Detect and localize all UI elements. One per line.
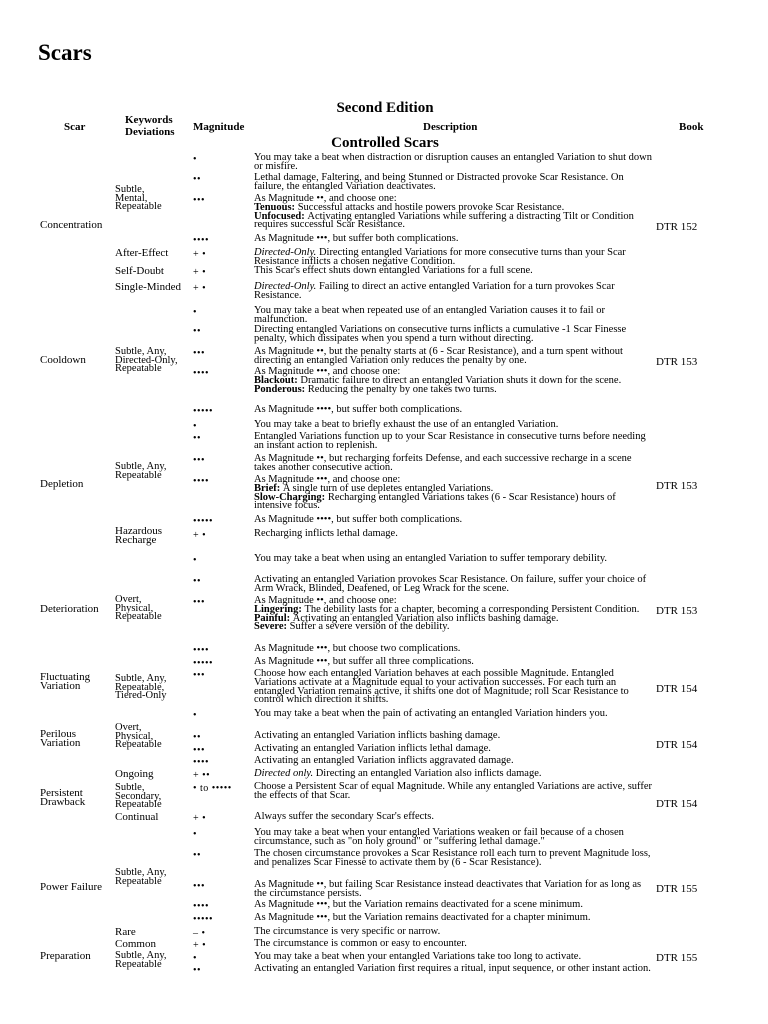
- description-text: Recharging entangled Variations takes (6 - Scar Resistance) hours of intensive focus.: [254, 491, 616, 512]
- magnitude-dots: ••: [193, 732, 202, 743]
- deviation-description: [254, 530, 652, 539]
- magnitude-dots: ••••: [193, 235, 210, 246]
- scar-book: DTR 155: [656, 883, 698, 895]
- magnitude-description: [254, 368, 652, 394]
- description-text: You may take a beat when distraction or disruption causes an entangled Variation to shut down or misfire.: [254, 152, 652, 172]
- magnitude-description: [254, 307, 652, 325]
- magnitude-dots: •••: [193, 195, 206, 206]
- description-text: You may take a beat when using an entangled Variation to suffer temporary debility.: [254, 553, 608, 564]
- deviation-name: Ongoing: [115, 768, 154, 780]
- deviation-name: Continual: [115, 811, 159, 823]
- header-description: Description: [423, 121, 478, 133]
- description-text: Activating an entangled Variation inflicts lethal damage.: [254, 743, 491, 754]
- deviation-magnitude: – •: [193, 928, 206, 939]
- description-text: Choose a Persistent Scar of equal Magnitude. While any entangled Variations are active, suffer the effects of that Scar.: [254, 781, 653, 801]
- description-text: As Magnitude ••, but recharging forfeits Defense, and each successive recharge in a scene takes another consecutive action.: [254, 453, 632, 473]
- magnitude-dots: ••: [193, 174, 202, 185]
- description-text: Entangled Variations function up to your Scar Resistance in consecutive turns before needing an instant action to replenish.: [254, 431, 646, 451]
- deviation-description: [254, 770, 652, 779]
- restriction-note: Directed-Only.: [254, 247, 319, 258]
- section-heading: Controlled Scars: [331, 135, 439, 151]
- description-text: Lethal damage, Faltering, and being Stunned or Distracted provoke Scar Resistance. On failure, the entangled Variation deactivates.: [254, 172, 624, 192]
- description-text: As Magnitude •••, and choose one:: [254, 474, 401, 485]
- deviation-magnitude: + •: [193, 267, 207, 278]
- complication-name: Ponderous:: [254, 383, 308, 395]
- magnitude-description: [254, 914, 652, 923]
- complication-name: Painful:: [254, 612, 293, 624]
- magnitude-description: [254, 965, 652, 974]
- complication-name: Unfocused:: [254, 210, 308, 222]
- magnitude-description: [254, 326, 652, 344]
- scar-name: Perilous Variation: [40, 728, 81, 749]
- deviation-magnitude: + •: [193, 813, 207, 824]
- scar-keywords: Subtle, Any, Repeatable, Tiered-Only: [115, 673, 167, 701]
- magnitude-dots: •••••: [193, 406, 214, 417]
- scar-book: DTR 153: [656, 605, 698, 617]
- description-text: You may take a beat to briefly exhaust the use of an entangled Variation.: [254, 419, 559, 430]
- deviation-name: Rare: [115, 926, 136, 938]
- scar-book: DTR 154: [656, 798, 698, 810]
- scar-keywords: Subtle, Any, Directed-Only, Repeatable: [115, 346, 178, 374]
- magnitude-dots: •: [193, 555, 198, 566]
- magnitude-dots: •••: [193, 670, 206, 681]
- scar-name: Power Failure: [40, 881, 103, 893]
- scar-keywords: Subtle, Any, Repeatable: [115, 950, 167, 970]
- deviation-description: [254, 267, 652, 276]
- description-text: As Magnitude ••, but failing Scar Resistance instead deactivates that Variation for as long as the circumstance persists.: [254, 879, 642, 899]
- deviation-name: Single-Minded: [115, 281, 181, 293]
- scar-book: DTR 155: [656, 952, 698, 964]
- restriction-note: Directed-Only.: [254, 281, 319, 292]
- magnitude-description: [254, 476, 652, 511]
- scar-keywords: Subtle, Secondary, Repeatable: [115, 782, 162, 810]
- description-text: Always suffer the secondary Scar's effects.: [254, 811, 434, 822]
- description-text: Directing entangled Variations for more consecutive turns than your Scar Resistance inflicts a chosen negative Condition.: [254, 247, 626, 267]
- description-text: Directing an entangled Variation also inflicts damage.: [315, 768, 542, 779]
- description-text: You may take a beat when repeated use of an entangled Variation causes it to fail or malfunction.: [254, 305, 605, 325]
- deviation-name: After-Effect: [115, 247, 169, 259]
- complication-name: Tenuous:: [254, 201, 298, 213]
- magnitude-dots: • to •••••: [193, 783, 232, 794]
- magnitude-description: [254, 421, 652, 430]
- complication-name: Blackout:: [254, 374, 301, 386]
- magnitude-description: [254, 757, 652, 766]
- magnitude-description: [254, 433, 652, 451]
- magnitude-dots: •: [193, 953, 198, 964]
- magnitude-description: [254, 195, 652, 230]
- description-text: As Magnitude •••, but suffer both complications.: [254, 233, 459, 244]
- description-text: Activating an entangled Variation inflicts aggravated damage.: [254, 755, 514, 766]
- scar-keywords: Subtle, Mental, Repeatable: [115, 184, 162, 212]
- description-text: You may take a beat when the pain of activating an entangled Variation hinders you.: [254, 708, 608, 719]
- magnitude-dots: •: [193, 154, 198, 165]
- description-text: Suffer a severe version of the debility.: [289, 621, 450, 633]
- magnitude-dots: •••: [193, 455, 206, 466]
- magnitude-description: [254, 670, 652, 705]
- deviation-magnitude: + ••: [193, 770, 211, 781]
- magnitude-dots: ••: [193, 576, 202, 587]
- description-text: The chosen circumstance provokes a Scar Resistance roll each turn to prevent Magnitude loss, and penalizes Scar Finesse to activate them by (6 - Scar Resistance).: [254, 848, 651, 868]
- scar-book: DTR 154: [656, 739, 698, 751]
- description-text: Activating an entangled Variation provokes Scar Resistance. On failure, suffer your choice of Arm Wrack, Blinded, Deafened, or Leg Wrack for the scene.: [254, 574, 647, 594]
- description-text: The circumstance is common or easy to encounter.: [254, 938, 467, 949]
- description-text: Activating entangled Variations while suffering a distracting Tilt or Condition requires successful Scar Resistance.: [254, 210, 634, 231]
- scar-keywords: Subtle, Any, Repeatable: [115, 461, 167, 481]
- magnitude-dots: ••: [193, 850, 202, 861]
- scar-name: Persistent Drawback: [40, 787, 86, 808]
- description-text: The debility lasts for a chapter, becoming a corresponding Persistent Condition.: [304, 603, 640, 615]
- deviation-name: Self-Doubt: [115, 265, 164, 277]
- description-text: As Magnitude •••, but the Variation remains deactivated for a chapter minimum.: [254, 912, 591, 923]
- description-text: Choose how each entangled Variation behaves at each possible Magnitude. Entangled Variations activate at a Magnitude equal to your activation successes. For each turn an entangled Variation remains active, it shifts one dot of Magnitude; roll Scar Resistance to control which direction it shifts.: [254, 668, 629, 706]
- magnitude-description: [254, 710, 652, 719]
- magnitude-description: [254, 235, 652, 244]
- header-deviations: Deviations: [125, 126, 175, 138]
- scar-book: DTR 154: [656, 683, 698, 695]
- magnitude-dots: •: [193, 710, 198, 721]
- scar-keywords: Overt, Physical, Repeatable: [115, 594, 162, 622]
- magnitude-dots: •••: [193, 745, 206, 756]
- magnitude-description: [254, 154, 652, 172]
- deviation-description: [254, 249, 652, 267]
- magnitude-description: [254, 597, 652, 632]
- magnitude-description: [254, 881, 652, 899]
- description-text: As Magnitude ••, and choose one:: [254, 193, 397, 204]
- magnitude-dots: ••••: [193, 757, 210, 768]
- description-text: As Magnitude •••, but suffer all three complications.: [254, 656, 474, 667]
- scar-book: DTR 152: [656, 221, 698, 233]
- deviation-description: [254, 940, 652, 949]
- restriction-note: Directed only.: [254, 768, 316, 779]
- magnitude-description: [254, 953, 652, 962]
- scar-name: Concentration: [40, 219, 103, 231]
- description-text: As Magnitude ••••, but suffer both complications.: [254, 404, 463, 415]
- magnitude-dots: •••: [193, 348, 206, 359]
- scar-keywords: Overt, Physical, Repeatable: [115, 722, 162, 750]
- deviation-magnitude: + •: [193, 283, 207, 294]
- scar-name: Deterioration: [40, 603, 99, 615]
- description-text: Activating an entangled Variation also inflicts bashing damage.: [292, 612, 559, 624]
- scar-name: Preparation: [40, 950, 91, 962]
- header-magnitude: Magnitude: [193, 121, 245, 133]
- description-text: You may take a beat when your entangled Variations take too long to activate.: [254, 951, 582, 962]
- magnitude-description: [254, 174, 652, 192]
- magnitude-description: [254, 850, 652, 868]
- magnitude-dots: •: [193, 421, 198, 432]
- edition-heading: Second Edition: [336, 100, 434, 116]
- complication-name: Slow-Charging:: [254, 491, 328, 503]
- magnitude-description: [254, 901, 652, 910]
- description-text: Reducing the penalty by one takes two turns.: [307, 383, 497, 395]
- description-text: As Magnitude ••, and choose one:: [254, 595, 397, 606]
- magnitude-description: [254, 829, 652, 847]
- magnitude-dots: •••••: [193, 658, 214, 669]
- complication-name: Brief:: [254, 482, 283, 494]
- description-text: A single turn of use depletes entangled Variations.: [282, 482, 494, 494]
- magnitude-description: [254, 348, 652, 366]
- complication-name: Lingering:: [254, 603, 305, 615]
- deviation-magnitude: + •: [193, 249, 207, 260]
- magnitude-dots: ••••: [193, 476, 210, 487]
- deviation-name: Hazardous Recharge: [115, 525, 163, 546]
- description-text: Activating an entangled Variation first requires a ritual, input sequence, or other instant action.: [254, 963, 651, 974]
- header-keywords: Keywords: [125, 114, 173, 126]
- scar-book: DTR 153: [656, 356, 698, 368]
- magnitude-dots: ••••: [193, 645, 210, 656]
- description-text: As Magnitude •••, but choose two complications.: [254, 643, 461, 654]
- magnitude-description: [254, 455, 652, 473]
- magnitude-dots: •: [193, 829, 198, 840]
- magnitude-dots: •••••: [193, 914, 214, 925]
- complication-name: Severe:: [254, 621, 290, 633]
- description-text: Successful attacks and hostile powers provoke Scar Resistance.: [297, 201, 565, 213]
- deviation-magnitude: + •: [193, 940, 207, 951]
- description-text: Failing to direct an active entangled Variation for a turn provokes Scar Resistance.: [254, 281, 615, 301]
- description-text: As Magnitude •••, and choose one:: [254, 366, 401, 377]
- description-text: Recharging inflicts lethal damage.: [254, 528, 398, 539]
- magnitude-dots: ••••: [193, 901, 210, 912]
- deviation-magnitude: + •: [193, 530, 207, 541]
- deviation-name: Common: [115, 938, 156, 950]
- magnitude-dots: ••: [193, 326, 202, 337]
- description-text: As Magnitude •••, but the Variation remains deactivated for a scene minimum.: [254, 899, 583, 910]
- magnitude-description: [254, 576, 652, 594]
- magnitude-dots: •: [193, 307, 198, 318]
- description-text: Dramatic failure to direct an entangled Variation shuts it down for the scene.: [300, 374, 622, 386]
- description-text: This Scar's effect shuts down entangled Variations for a full scene.: [254, 265, 533, 276]
- magnitude-description: [254, 555, 652, 564]
- deviation-description: [254, 928, 652, 937]
- header-scar: Scar: [64, 121, 86, 133]
- magnitude-dots: •••••: [193, 516, 214, 527]
- magnitude-dots: •••: [193, 597, 206, 608]
- magnitude-description: [254, 406, 652, 415]
- scar-book: DTR 153: [656, 480, 698, 492]
- magnitude-description: [254, 658, 652, 667]
- magnitude-dots: ••••: [193, 368, 210, 379]
- magnitude-description: [254, 732, 652, 741]
- deviation-description: [254, 283, 652, 301]
- page-title: Scars: [38, 40, 92, 65]
- description-text: As Magnitude ••••, but suffer both complications.: [254, 514, 463, 525]
- magnitude-description: [254, 745, 652, 754]
- magnitude-dots: •••: [193, 881, 206, 892]
- scar-name: Fluctuating Variation: [40, 671, 91, 692]
- description-text: You may take a beat when your entangled Variations weaken or fail because of a chosen circumstance, such as "on holy ground" or "suffering lethal damage.": [254, 827, 624, 847]
- deviation-description: [254, 813, 652, 822]
- magnitude-description: [254, 516, 652, 525]
- magnitude-dots: ••: [193, 965, 202, 976]
- scar-name: Cooldown: [40, 354, 86, 366]
- scar-keywords: Subtle, Any, Repeatable: [115, 867, 167, 887]
- magnitude-dots: ••: [193, 433, 202, 444]
- description-text: Activating an entangled Variation inflicts bashing damage.: [254, 730, 501, 741]
- description-text: Directing entangled Variations on consecutive turns inflicts a cumulative -1 Scar Finesse penalty, which dissipates when you spend a turn without directing.: [254, 324, 627, 344]
- description-text: As Magnitude ••, but the penalty starts at (6 - Scar Resistance), and a turn spent without directing an entangled Variation only reduces the penalty by one.: [254, 346, 623, 366]
- description-text: The circumstance is very specific or narrow.: [254, 926, 441, 937]
- header-book: Book: [679, 121, 704, 133]
- scar-name: Depletion: [40, 478, 84, 490]
- magnitude-description: [254, 645, 652, 654]
- magnitude-description: [254, 783, 652, 801]
